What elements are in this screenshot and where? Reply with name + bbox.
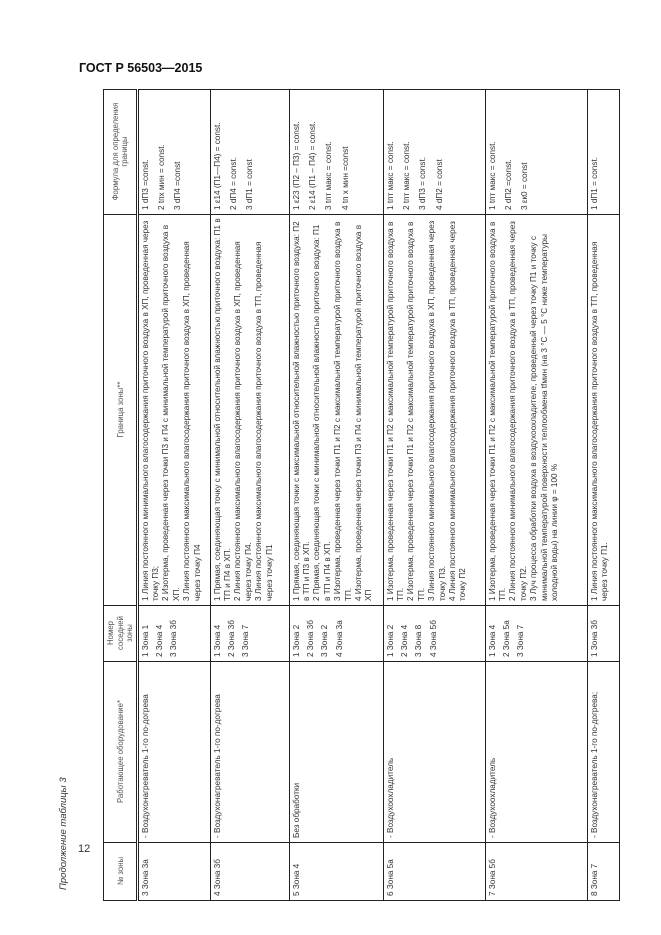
neighbor-cell [210, 606, 289, 662]
neighbor-item: 1 Зона 2 [385, 624, 395, 657]
formula-item: 3 dП4 =const [173, 161, 183, 210]
formula-item: 3 tпт макс = const. [324, 141, 334, 210]
boundary-cell [289, 215, 383, 606]
neighbor-item: 3 Зона 3б [169, 620, 179, 657]
formula-item: 3 dП3 = const. [418, 157, 428, 210]
column-header-boundary: Граница зоны** [104, 215, 138, 606]
equipment-cell: - Воздухоохладитель [383, 662, 485, 843]
zone-cell: 8 Зона 7 [587, 843, 619, 901]
table-row [587, 90, 619, 901]
neighbor-item: 4 Зона 3а [334, 620, 344, 657]
formula-item: 4 tп х мин =const [340, 146, 350, 210]
table-row [383, 90, 485, 901]
boundary-item: 1 Линия постоянного максимального влагосодержания приточного воздуха в ТП, проведенная через точку П1. [589, 241, 609, 601]
page-number: 12 [78, 843, 91, 855]
formula-item: 3 εк0 = const [520, 162, 530, 210]
boundary-item: 4 Линия постоянного минимального влагосодержания приточного воздуха в ТП, проведенная через точку П2 [447, 221, 468, 601]
boundary-item: 1 Изотерма, проведенная через точки П1 и П2 с максимальной температурой приточного воздуха в ТП. [487, 221, 507, 601]
neighbor-cell [383, 606, 485, 662]
neighbor-item: 2 Зона 4 [154, 624, 164, 657]
equipment-cell: - Воздухонагреватель 1-го по-догрева; [587, 662, 619, 843]
formula-item: 1 tпт макс = const. [385, 141, 395, 210]
column-header-formula: Формула для определения границы [104, 90, 138, 215]
table-row [289, 90, 383, 901]
neighbor-cell [587, 606, 619, 662]
formula-cell [383, 90, 485, 215]
column-header-neighbor: Номер соседней зоны [104, 606, 138, 662]
neighbor-item: 1 Зона 4 [212, 624, 222, 657]
neighbor-item: 3 Зона 8 [414, 624, 424, 657]
formula-item: 3 dП1 = const [245, 159, 255, 210]
neighbor-item: 1 Зона 4 [487, 624, 497, 657]
equipment-cell: Без обработки [289, 662, 383, 843]
zone-cell: 4 Зона 3б [210, 843, 289, 901]
formula-item: 2 tпх мин = const. [156, 144, 166, 210]
formula-cell [485, 90, 587, 215]
formula-item: 1 ε23 (П2 – П3) = const. [291, 121, 301, 210]
boundary-item: 3 Изотерма, проведенная через точки П1 и П2 с максимальной температурой приточного воздуха в ТП. [333, 221, 353, 601]
neighbor-item: 2 Зона 5а [501, 620, 511, 657]
formula-item: 2 ε14 (П1 – П4) = const. [307, 121, 317, 210]
boundary-item: 3 Луч процесса обработки воздуха в воздухоохладителе, проведенный через точку П1 и точку с минимальной температурой поверхности теплообмена tfмин (на 3 °С — 5 °С ниже температуры холодной воды) на линии φ = 100 % [529, 234, 559, 601]
neighbor-cell [137, 606, 210, 662]
neighbor-item: 3 Зона 7 [241, 624, 251, 657]
neighbor-item: 1 Зона 2 [291, 624, 301, 657]
formula-item: 4 dП2 = const [434, 159, 444, 210]
column-header-zone: № зоны [104, 843, 138, 901]
boundary-cell [383, 215, 485, 606]
formula-item: 1 ε14 (П1—П4) = const. [212, 122, 222, 210]
zone-cell: 6 Зона 5а [383, 843, 485, 901]
equipment-cell: - Воздухонагреватель 1-го по-догрева [210, 662, 289, 843]
formula-cell [587, 90, 619, 215]
column-header-equipment: Работающее оборудование* [104, 662, 138, 843]
boundary-item: 3 Линия постоянного максимального влагосодержания приточного воздуха в ТП, проведенная через точку П1 [254, 241, 274, 601]
formula-cell [289, 90, 383, 215]
boundary-item: 2 Прямая, соединяющая точки с минимальной относительной влажностью приточного воздуха: П1 в ТП и П4 в ХП. [312, 224, 332, 601]
zone-cell: 7 Зона 5б [485, 843, 587, 901]
boundary-item: 3 Линия постоянного минимального влагосодержания приточного воздуха в ХП, проведенная через точку П3. [427, 220, 447, 601]
neighbor-item: 2 Зона 4 [399, 624, 409, 657]
boundary-cell [210, 215, 289, 606]
zone-cell: 3 Зона 3а [137, 843, 210, 901]
boundary-cell [587, 215, 619, 606]
boundary-item: 2 Изотерма, проведенная через точки П1 и П2 с максимальной температурой приточного воздуха в ТП. [406, 221, 426, 601]
boundary-item: 2 Линия постоянного минимального влагосодержания приточного воздуха в ТП, проведенная через точку П2. [508, 221, 528, 601]
formula-item: 2 dП2 =const. [503, 159, 513, 210]
table-row [210, 90, 289, 901]
boundary-item: 2 Изотерма, проведенная через точки П3 и П4 с минимальной температурой приточного воздуха в ХП. [161, 224, 181, 601]
neighbor-cell [289, 606, 383, 662]
neighbor-item: 4 Зона 5б [428, 620, 438, 657]
document-header: ГОСТ Р 56503—2015 [79, 61, 203, 75]
neighbor-cell [485, 606, 587, 662]
table-row [485, 90, 587, 901]
equipment-cell: - Воздухонагреватель 1-го по-догрева [137, 662, 210, 843]
equipment-cell: - Воздухоохладитель [485, 662, 587, 843]
zone-cell: 5 Зона 4 [289, 843, 383, 901]
formula-item: 1 tпт макс = const. [487, 141, 497, 210]
neighbor-item: 3 Зона 2 [320, 624, 330, 657]
table-header-row [104, 90, 138, 901]
boundary-cell [137, 215, 210, 606]
neighbor-item: 3 Зона 7 [516, 624, 526, 657]
boundary-item: 1 Прямая, соединяющая точку с минимальной относительной влажностью приточного воздуха: П1 в ТП и П4 в ХП. [212, 218, 232, 601]
table-row [137, 90, 210, 901]
formula-item: 2 tпт макс = const. [401, 141, 411, 210]
rotated-table-container [103, 90, 612, 901]
neighbor-item: 1 Зона 3б [589, 620, 599, 657]
formula-item: 1 dП1 = const. [589, 157, 599, 210]
table-caption: Продолжение таблицы 3 [58, 777, 69, 890]
neighbor-item: 1 Зона 1 [140, 624, 150, 657]
zones-table [103, 89, 620, 901]
boundary-item: 2 Линия постоянного максимального влагосодержания приточного воздуха в ХП, проведенная через точку П4. [233, 241, 253, 601]
formula-cell [137, 90, 210, 215]
boundary-item: 1 Линия постоянного минимального влагосодержания приточного воздуха в ХП, проведенная через точку П3; [140, 220, 160, 601]
boundary-item: 1 Изотерма, проведенная через точки П1 и П2 с максимальной температурой приточного воздуха в ТП. [385, 221, 405, 601]
formula-item: 1 dП3 =const. [140, 159, 150, 210]
boundary-item: 1 Прямая, соединяющая точки с максимальной относительной влажностью приточного воздуха: П2 в ТП и П3 в ХП. [291, 221, 311, 601]
formula-item: 2 dП4 = const. [228, 157, 238, 210]
boundary-item: 4 Изотерма, проведенная через точки П3 и П4 с минимальной температурой приточного воздуха в ХП [353, 224, 374, 601]
formula-cell [210, 90, 289, 215]
boundary-cell [485, 215, 587, 606]
neighbor-item: 2 Зона 3б [226, 620, 236, 657]
neighbor-item: 2 Зона 3б [305, 620, 315, 657]
boundary-item: 3 Линия постоянного максимального влагосодержания приточного воздуха в ХП, проведенная через точку П4 [182, 241, 202, 601]
